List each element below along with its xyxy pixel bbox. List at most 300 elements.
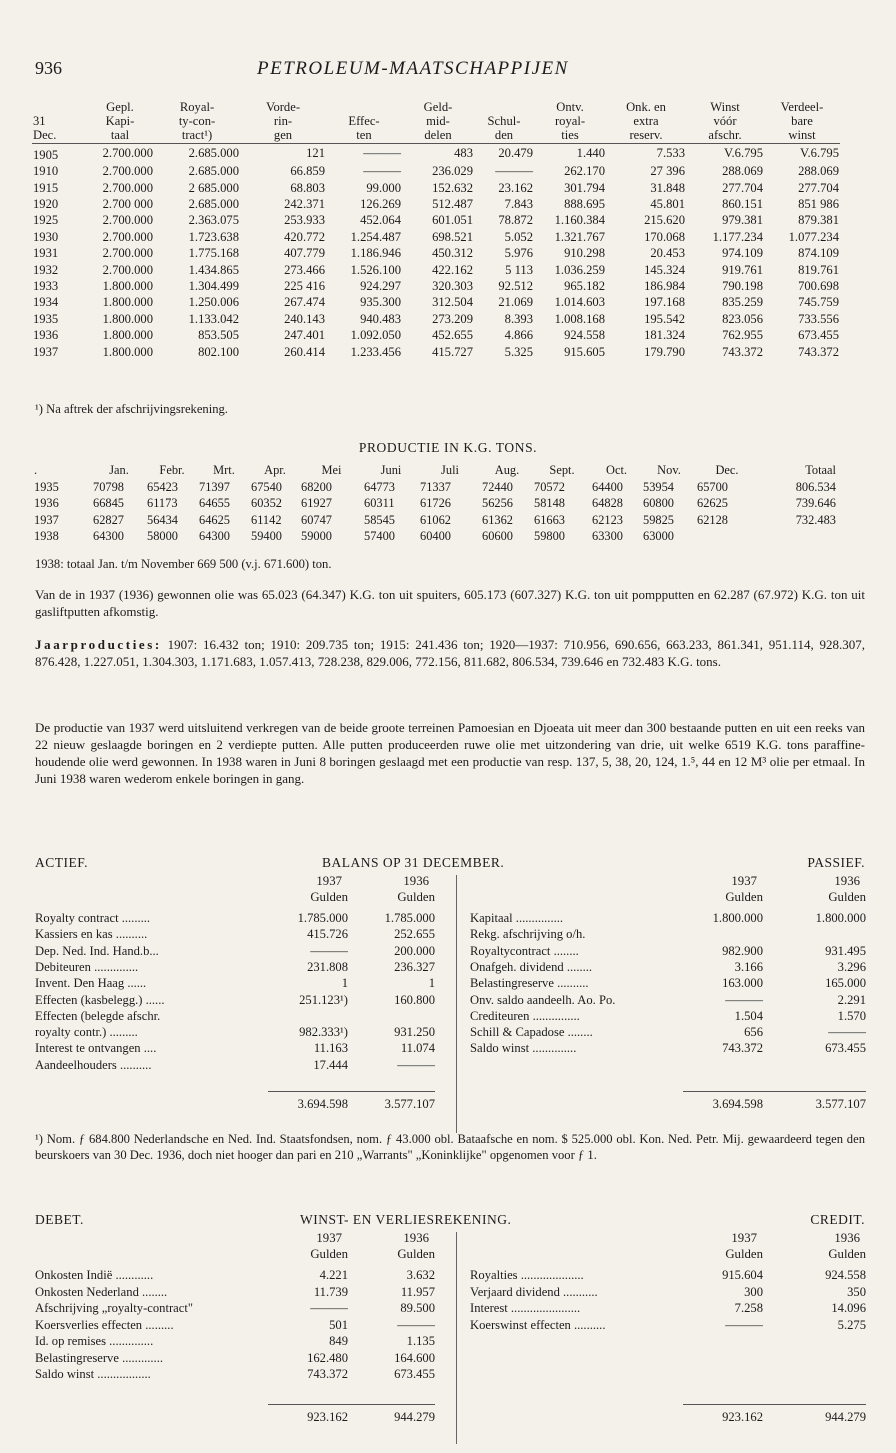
account-label: Aandeelhouders ..........	[35, 1057, 152, 1072]
column-header	[32, 100, 86, 144]
column-header	[240, 100, 326, 144]
value-1937: 4.221	[319, 1268, 348, 1282]
production-cell: 64655	[199, 496, 230, 511]
unit-label: Gulden	[397, 889, 435, 904]
year-header	[278, 1231, 348, 1263]
account-row	[35, 1334, 435, 1350]
table-row	[32, 311, 840, 327]
value-cell: 1.800.000	[102, 279, 153, 294]
value-cell: 450.312	[432, 246, 473, 261]
table-header-row	[32, 100, 840, 144]
month-header: Totaal	[805, 462, 836, 477]
value-cell: 673.455	[798, 328, 839, 343]
table-row	[33, 529, 837, 546]
month-header: Aug.	[494, 462, 520, 477]
year-header	[278, 874, 348, 906]
year-label: 1936	[834, 874, 860, 888]
value-cell: 5.325	[504, 344, 533, 359]
value-1937: 743.372	[307, 1367, 348, 1381]
value-cell: 1.250.006	[188, 295, 239, 310]
value-cell: 1.160.384	[554, 213, 605, 228]
value-cell: 20.479	[498, 146, 533, 161]
value-cell: 2 685.000	[188, 180, 239, 195]
column-header	[402, 100, 474, 144]
column-header	[534, 100, 606, 144]
month-header: Oct.	[606, 462, 627, 477]
column-header	[686, 100, 764, 144]
year-cell: 1931	[33, 246, 59, 261]
account-row	[470, 1009, 866, 1025]
value-cell: 68.803	[290, 180, 325, 195]
value-1936: ———	[397, 1317, 435, 1332]
annual-production-text: 1907: 16.432 ton; 1910: 209.735 ton; 1915: 241.436 ton; 1920—1937: 710.956, 690.656, 663.233, 861.341, 951.114, 928.307, 876.428, 1.227.051, 1.304.303, 1.171.683, 1.057.413, 728.238, 829.006, 772.156, 811.682, 806.534, 739.646 en 732.483 K.G. tons.	[35, 637, 865, 670]
column-header-line: gen	[273, 128, 293, 143]
production-cell	[696, 529, 758, 546]
account-row	[35, 927, 435, 943]
unit-label: Gulden	[397, 1246, 435, 1261]
value-1936: 3.632	[406, 1268, 435, 1282]
table-row	[32, 164, 840, 180]
column-header-line: taal	[110, 128, 130, 143]
value-cell: 965.182	[564, 279, 605, 294]
value-cell: 7.843	[504, 197, 533, 212]
column-header	[474, 100, 534, 144]
value-1936: 160.800	[394, 992, 435, 1007]
production-cell: 62123	[592, 512, 623, 527]
account-row	[35, 911, 435, 927]
production-cell: 63000	[643, 529, 674, 544]
value-1937: ———	[725, 992, 763, 1007]
value-1936: 200.000	[394, 943, 435, 958]
value-cell: 2.700.000	[102, 213, 153, 228]
value-cell: 1.036.259	[554, 262, 605, 277]
value-cell: 253.933	[284, 213, 325, 228]
year-label: 1937	[316, 874, 342, 888]
value-1937: 849	[329, 1334, 348, 1348]
value-cell: 879.381	[798, 213, 839, 228]
value-cell: 924.297	[360, 279, 401, 294]
value-1936: 350	[847, 1284, 866, 1299]
value-cell: 940.483	[360, 311, 401, 326]
value-1937: 3.166	[734, 959, 763, 974]
value-cell: 260.414	[284, 344, 325, 359]
year-cell: 1934	[33, 295, 59, 310]
value-cell: V.6.795	[800, 146, 839, 161]
value-1936: 5.275	[837, 1317, 866, 1332]
year-cell: 1925	[33, 213, 59, 228]
account-label: Invent. Den Haag ......	[35, 976, 147, 991]
total-1937: 923.162	[307, 1410, 348, 1424]
value-1937: 1.785.000	[297, 911, 348, 925]
value-cell: ———	[363, 146, 401, 161]
column-header-line: Royal-	[179, 100, 215, 114]
value-1936: 11.957	[400, 1284, 435, 1299]
value-cell: 8.393	[504, 311, 533, 326]
unit-label: Gulden	[310, 889, 348, 904]
production-cell: 806.534	[795, 479, 836, 494]
value-1936: 14.096	[831, 1301, 866, 1315]
year-header	[796, 1231, 866, 1263]
account-row	[35, 993, 435, 1009]
total-1937: 3.694.598	[712, 1097, 763, 1111]
value-cell: 152.632	[432, 180, 473, 195]
value-cell: 601.051	[432, 213, 473, 228]
unit-label: Gulden	[828, 889, 866, 904]
value-cell: 743.372	[722, 344, 763, 359]
column-header-line: Schul-	[487, 114, 521, 129]
column-header	[606, 100, 686, 144]
value-1937: 251.123¹)	[299, 992, 348, 1007]
table-row	[32, 295, 840, 311]
value-1937: ———	[725, 1317, 763, 1332]
value-1936: 164.600	[394, 1350, 435, 1365]
value-1936: 673.455	[394, 1367, 435, 1381]
value-cell: 1.254.487	[350, 229, 401, 244]
production-cell: 58000	[147, 529, 178, 544]
table-row	[32, 278, 840, 294]
month-header: Dec.	[715, 462, 739, 477]
value-cell: 483	[454, 146, 473, 161]
value-cell: 262.170	[564, 164, 605, 179]
total-1936: 944.279	[394, 1410, 435, 1424]
value-cell: 1.304.499	[188, 279, 239, 294]
column-header-line: Vorde-	[265, 100, 301, 114]
year-cell: 1932	[33, 262, 59, 277]
column-header-line: bare	[791, 114, 813, 129]
value-cell: 2.700.000	[102, 229, 153, 244]
column-header-line: den	[494, 128, 514, 143]
balance-title: BALANS OP 31 DECEMBER.	[322, 855, 505, 870]
value-cell: 21.069	[498, 295, 533, 310]
value-1937: 11.163	[313, 1041, 348, 1056]
column-header-line: ten	[356, 128, 372, 143]
credit-title: CREDIT.	[810, 1212, 865, 1227]
value-cell: 1.321.767	[554, 229, 605, 244]
value-1937: ———	[310, 943, 348, 958]
account-row	[470, 927, 866, 943]
year-cell: 1915	[33, 180, 59, 195]
column-header-line: rin-	[273, 114, 293, 129]
value-cell: 2.700.000	[102, 146, 153, 161]
year-label: 1936	[834, 1231, 860, 1245]
account-row	[35, 960, 435, 976]
value-1936: 1.785.000	[384, 911, 435, 925]
account-label: Royalties ....................	[470, 1268, 584, 1282]
value-1937: 501	[329, 1317, 348, 1332]
value-cell: 236.029	[432, 164, 473, 179]
column-header-line: extra	[633, 114, 659, 129]
value-cell: 1.800.000	[102, 344, 153, 359]
value-cell: 835.259	[722, 295, 763, 310]
value-cell: 910.298	[564, 246, 605, 261]
oil-source-paragraph: Van de in 1937 (1936) gewonnen olie was 65.023 (64.347) K.G. ton uit spuiters, 605.173 (607.327) K.G. ton uit pompputten en 62.287 (67.972) K.G. ton uit gasliftputten afkomstig.	[35, 587, 865, 620]
value-cell: 1.233.456	[350, 344, 401, 359]
production-cell: 61726	[420, 496, 451, 511]
value-cell: 1.723.638	[188, 229, 239, 244]
table-row	[32, 229, 840, 245]
production-cell: 60400	[420, 529, 451, 544]
value-1936: 165.000	[825, 976, 866, 991]
account-label: Belastingreserve .............	[35, 1350, 164, 1365]
account-label: Koerswinst effecten ..........	[470, 1317, 606, 1332]
month-header: Sept.	[549, 462, 575, 477]
production-cell: 739.646	[795, 496, 836, 511]
value-cell: 92.512	[498, 279, 533, 294]
year-cell: 1936	[33, 328, 59, 343]
year-label: 1937	[316, 1231, 342, 1245]
production-cell: 61663	[534, 512, 565, 527]
account-label: Onafgeh. dividend ........	[470, 959, 593, 974]
value-cell: 126.269	[360, 197, 401, 212]
value-cell: 733.556	[798, 311, 839, 326]
value-cell: 277.704	[722, 180, 763, 195]
year-cell: 1920	[33, 197, 59, 212]
value-cell: 790.198	[722, 279, 763, 294]
year-label: 1937	[731, 874, 757, 888]
value-cell: 5.976	[504, 246, 533, 261]
value-cell: 240.143	[284, 311, 325, 326]
value-cell: 277.704	[798, 180, 839, 195]
value-cell: 819.761	[798, 262, 839, 277]
year-cell: 1937	[33, 344, 59, 359]
production-cell: 58545	[364, 512, 395, 527]
production-cell: 60600	[482, 529, 513, 544]
production-title: PRODUCTIE IN K.G. TONS.	[358, 440, 538, 455]
value-cell: 1.177.234	[712, 229, 763, 244]
value-cell: 195.542	[644, 311, 685, 326]
sum-line	[268, 1091, 435, 1092]
value-cell: 935.300	[360, 295, 401, 310]
table-row	[32, 196, 840, 212]
value-cell: 915.605	[564, 344, 605, 359]
value-cell: 5 113	[505, 262, 533, 277]
account-row	[35, 1318, 435, 1334]
value-cell: 1.092.050	[350, 328, 401, 343]
sum-line	[683, 1091, 866, 1092]
value-cell: 23.162	[498, 180, 533, 195]
value-cell: 121	[306, 146, 325, 161]
account-row	[35, 1285, 435, 1301]
column-header-line: Effec-	[348, 114, 380, 129]
value-cell: 422.162	[432, 262, 473, 277]
production-cell: 66845	[93, 496, 124, 511]
value-cell: 247.401	[284, 328, 325, 343]
table-row	[33, 496, 837, 513]
account-row	[470, 1301, 866, 1317]
value-cell: 1.440	[576, 146, 605, 161]
value-cell: 698.521	[432, 229, 473, 244]
production-cell: 71337	[420, 479, 451, 494]
total-1936: 944.279	[825, 1410, 866, 1424]
table-row	[32, 344, 840, 360]
value-1936: 1.135	[406, 1334, 435, 1348]
value-cell: 1.526.100	[350, 262, 401, 277]
production-cell: 62625	[697, 496, 728, 511]
value-cell: 1.133.042	[188, 311, 239, 326]
month-header: Febr.	[159, 462, 185, 477]
value-cell: 1.800.000	[102, 295, 153, 310]
year-cell: 1935	[34, 479, 59, 494]
lead-mark: .	[34, 462, 38, 477]
account-row	[35, 1351, 435, 1367]
production-note: 1938: totaal Jan. t/m November 669 500 (v.j. 671.600) ton.	[35, 557, 332, 571]
value-1936: 11.074	[400, 1041, 435, 1056]
year-cell: 1938	[34, 529, 59, 544]
year-header	[365, 1231, 435, 1263]
account-label: Koersverlies effecten .........	[35, 1317, 174, 1332]
account-label: Kassiers en kas ..........	[35, 927, 148, 942]
value-cell: 745.759	[798, 295, 839, 310]
production-cell: 57400	[364, 529, 395, 544]
table-row	[33, 479, 837, 496]
month-header: Jan.	[109, 462, 129, 477]
value-cell: 888.695	[564, 197, 605, 212]
production-cell: 53954	[643, 479, 674, 494]
value-cell: 288.069	[722, 164, 763, 179]
production-cell: 60747	[301, 512, 332, 527]
value-cell: 512.487	[432, 197, 473, 212]
account-label: Dep. Ned. Ind. Hand.b...	[35, 943, 159, 958]
production-cell: 60352	[251, 496, 282, 511]
value-cell: 420.772	[284, 229, 325, 244]
value-cell: 186.984	[644, 279, 685, 294]
value-cell: 197.168	[644, 295, 685, 310]
value-cell: 802.100	[198, 344, 239, 359]
account-label: Onkosten Indië ............	[35, 1268, 154, 1282]
value-cell: 181.324	[644, 328, 685, 343]
value-1937: 982.333¹)	[299, 1025, 348, 1040]
year-cell: 1936	[34, 496, 59, 511]
value-cell: 27 396	[650, 164, 685, 179]
production-cell: 732.483	[795, 512, 836, 527]
value-1937: 162.480	[307, 1350, 348, 1365]
total-1936: 3.577.107	[384, 1097, 435, 1111]
column-header-line: winst	[788, 128, 816, 143]
value-cell: 45.801	[650, 197, 685, 212]
account-label: Saldo winst ..............	[470, 1041, 577, 1056]
value-cell: 874.109	[798, 246, 839, 261]
annual-production-paragraph	[35, 636, 865, 670]
value-1937: 1	[341, 976, 348, 991]
page-header	[35, 58, 865, 88]
value-1936: 2.291	[837, 992, 866, 1007]
account-row	[35, 1301, 435, 1317]
year-cell: 1935	[33, 311, 59, 326]
value-cell: 1.014.603	[554, 295, 605, 310]
value-1937: 743.372	[722, 1041, 763, 1056]
year-cell: 1930	[33, 229, 59, 244]
column-header-line: ties	[561, 128, 579, 143]
unit-label: Gulden	[310, 1246, 348, 1261]
value-cell: 1.800.000	[102, 311, 153, 326]
value-1936: 252.655	[394, 927, 435, 942]
value-1936: 1.570	[837, 1008, 866, 1023]
column-header	[154, 100, 240, 144]
value-cell: 66.859	[290, 164, 325, 179]
value-1936: 1.800.000	[815, 911, 866, 925]
account-label: Onkosten Nederland ........	[35, 1284, 168, 1299]
column-header-line: Onk. en	[626, 100, 666, 114]
table-row	[33, 512, 837, 529]
production-cell: 64400	[592, 479, 623, 494]
value-cell: 5.052	[504, 229, 533, 244]
year-label: 1936	[403, 874, 429, 888]
year-cell: 1910	[33, 164, 59, 179]
year-cell: 1905	[33, 147, 59, 162]
production-cell: 64828	[592, 496, 623, 511]
value-1937: 17.444	[313, 1057, 348, 1072]
value-cell: 4.866	[504, 328, 533, 343]
financial-table-footnote: ¹) Na aftrek der afschrijvingsrekening.	[35, 402, 228, 416]
value-cell: 1.775.168	[188, 246, 239, 261]
account-label: Afschrijving „royalty-contract"	[35, 1301, 193, 1315]
account-row	[470, 1041, 866, 1057]
column-header-line: vóór	[713, 114, 737, 129]
value-cell: 1.008.168	[554, 311, 605, 326]
column-header-line: afschr.	[708, 128, 742, 143]
value-1936: 931.250	[394, 1025, 435, 1040]
value-cell: 288.069	[798, 164, 839, 179]
account-label: Debiteuren ..............	[35, 959, 139, 974]
account-label: Id. op remises ..............	[35, 1334, 154, 1348]
production-cell: 64300	[199, 529, 230, 544]
column-header-line: Verdeel-	[780, 100, 824, 114]
account-row	[35, 1041, 435, 1057]
production-cell: 59400	[251, 529, 282, 544]
column-header-line: ty-con-	[178, 114, 216, 129]
value-cell: 851 986	[798, 197, 839, 212]
year-header	[365, 874, 435, 906]
total-1937: 3.694.598	[297, 1097, 348, 1111]
value-cell: 273.209	[432, 311, 473, 326]
unit-label: Gulden	[828, 1246, 866, 1261]
production-cell	[758, 529, 837, 546]
production-cell: 61062	[420, 512, 451, 527]
profit-loss-title: WINST- EN VERLIESREKENING.	[300, 1212, 512, 1227]
total-1936: 3.577.107	[815, 1097, 866, 1111]
value-1937: 7.258	[734, 1301, 763, 1315]
value-cell: 2.685.000	[188, 197, 239, 212]
value-cell: 242.371	[284, 197, 325, 212]
financial-history-table	[32, 100, 840, 360]
production-cell: 61927	[301, 496, 332, 511]
production-cell: 63300	[592, 529, 623, 544]
account-row	[470, 1318, 866, 1334]
production-cell: 59800	[534, 529, 565, 544]
value-1937: 231.808	[307, 959, 348, 974]
table-row	[32, 180, 840, 196]
value-1937: 1.504	[734, 1008, 763, 1023]
production-cell: 70572	[534, 479, 565, 494]
table-header-row	[33, 461, 837, 479]
value-cell: 7.533	[656, 146, 685, 161]
account-label: Royalty contract .........	[35, 911, 151, 925]
account-label: Rekg. afschrijving o/h.	[470, 927, 586, 942]
value-cell: 78.872	[498, 213, 533, 228]
value-cell: 1.077.234	[788, 229, 839, 244]
account-row	[35, 1268, 435, 1284]
column-header-line: tract¹)	[181, 128, 213, 143]
account-label: Verjaard dividend ...........	[470, 1284, 598, 1299]
liabilities-title: PASSIEF.	[807, 855, 865, 870]
account-label: Effecten (kasbelegg.) ......	[35, 992, 165, 1007]
value-1936: 931.495	[825, 943, 866, 958]
year-cell: 1937	[34, 512, 59, 527]
value-cell: 860.151	[722, 197, 763, 212]
value-1937: 415.726	[307, 927, 348, 942]
account-row	[470, 993, 866, 1009]
account-label: Interest te ontvangen ....	[35, 1041, 157, 1056]
